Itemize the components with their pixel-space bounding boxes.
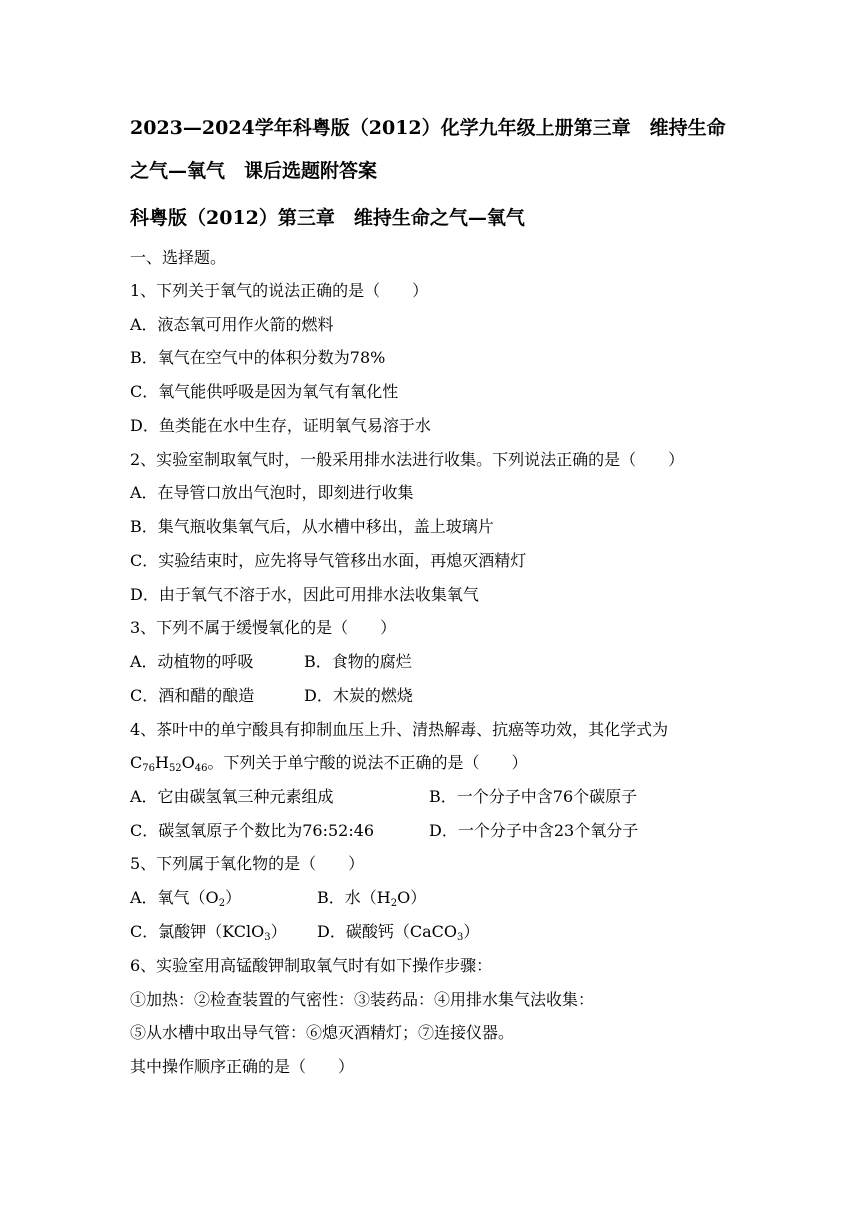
question-1-option-b: B．氧气在空气中的体积分数为78% (130, 348, 386, 367)
question-4-stem-rest: 。下列关于单宁酸的说法不正确的是（ ） (207, 753, 528, 772)
option-a-text: A．氧气（O (130, 888, 219, 907)
question-6-steps-line-2: ⑤从水槽中取出导气管：⑥熄灭酒精灯；⑦连接仪器。 (130, 1023, 515, 1042)
document-title-line-1: 2023—2024学年科粤版（2012）化学九年级上册第三章 维持生命 (130, 117, 726, 139)
question-4-option-a: A．它由碳氢氧三种元素组成 (130, 787, 334, 806)
question-4-option-c: C．碳氢氧原子个数比为76:52:46 (130, 821, 375, 840)
option-c-subscript: 3 (264, 932, 271, 943)
formula-carbon: C (130, 753, 143, 772)
formula-hydrogen: H (154, 753, 169, 772)
question-3-option-b: B．食物的腐烂 (304, 652, 412, 671)
document-title-line-2: 之气—氧气 课后选题附答案 (130, 160, 378, 182)
question-5-option-b (317, 887, 426, 909)
option-c-close: ） (270, 922, 287, 941)
option-d-text: D．碳酸钙（CaCO (317, 922, 457, 941)
formula-hydrogen-count: 52 (168, 763, 182, 774)
option-d-close: ） (463, 922, 480, 941)
question-5-option-c (130, 921, 287, 943)
question-5-option-d (317, 921, 479, 943)
question-6-steps-line-1: ①加热：②检查装置的气密性：③装药品：④用排水集气法收集： (130, 990, 595, 1009)
chapter-subtitle: 科粤版（2012）第三章 维持生命之气—氧气 (130, 207, 525, 229)
question-1-option-c: C．氧气能供呼吸是因为氧气有氧化性 (130, 382, 399, 401)
option-a-subscript: 2 (218, 898, 226, 909)
option-a-close: ） (225, 888, 242, 907)
option-b-close: O） (397, 888, 427, 907)
question-6-stem: 6、实验室用高锰酸钾制取氧气时有如下操作步骤： (130, 956, 493, 975)
question-1-option-d: D．鱼类能在水中生存，证明氧气易溶于水 (130, 416, 431, 435)
question-2-option-b: B．集气瓶收集氧气后，从水槽中移出，盖上玻璃片 (130, 517, 494, 536)
question-6-ask: 其中操作顺序正确的是（ ） (130, 1057, 355, 1076)
question-5-option-a (130, 887, 241, 909)
formula-carbon-count: 76 (142, 763, 155, 774)
question-4-stem-line-2 (130, 752, 528, 774)
question-1-stem: 1、下列关于氧气的说法正确的是（ ） (130, 281, 429, 300)
question-4-stem-line-1: 4、茶叶中的单宁酸具有抑制血压上升、清热解毒、抗癌等功效，其化学式为 (130, 720, 669, 739)
option-c-text: C．氯酸钾（KClO (130, 922, 265, 941)
question-2-stem: 2、实验室制取氧气时，一般采用排水法进行收集。下列说法正确的是（ ） (130, 450, 685, 469)
question-5-stem: 5、下列属于氧化物的是（ ） (130, 854, 365, 873)
question-3-stem: 3、下列不属于缓慢氧化的是（ ） (130, 618, 397, 637)
option-b-subscript: 2 (390, 898, 398, 909)
formula-oxygen: O (181, 753, 195, 772)
question-1-option-a: A．液态氧可用作火箭的燃料 (130, 315, 334, 334)
question-3-option-c: C．酒和醋的酿造 (130, 686, 255, 705)
question-2-option-c: C．实验结束时，应先将导气管移出水面，再熄灭酒精灯 (130, 551, 527, 570)
option-b-text: B．水（H (317, 888, 391, 907)
question-3-option-d: D．木炭的燃烧 (304, 686, 413, 705)
question-2-option-d: D．由于氧气不溶于水，因此可用排水法收集氧气 (130, 585, 479, 604)
question-4-option-b: B．一个分子中含76个碳原子 (429, 787, 638, 806)
question-3-option-a: A．动植物的呼吸 (130, 652, 254, 671)
section-heading: 一、选择题。 (130, 248, 227, 267)
option-d-subscript: 3 (456, 932, 464, 943)
question-2-option-a: A．在导管口放出气泡时，即刻进行收集 (130, 483, 414, 502)
formula-oxygen-count: 46 (194, 763, 208, 774)
question-4-option-d: D．一个分子中含23个氧分子 (429, 821, 639, 840)
